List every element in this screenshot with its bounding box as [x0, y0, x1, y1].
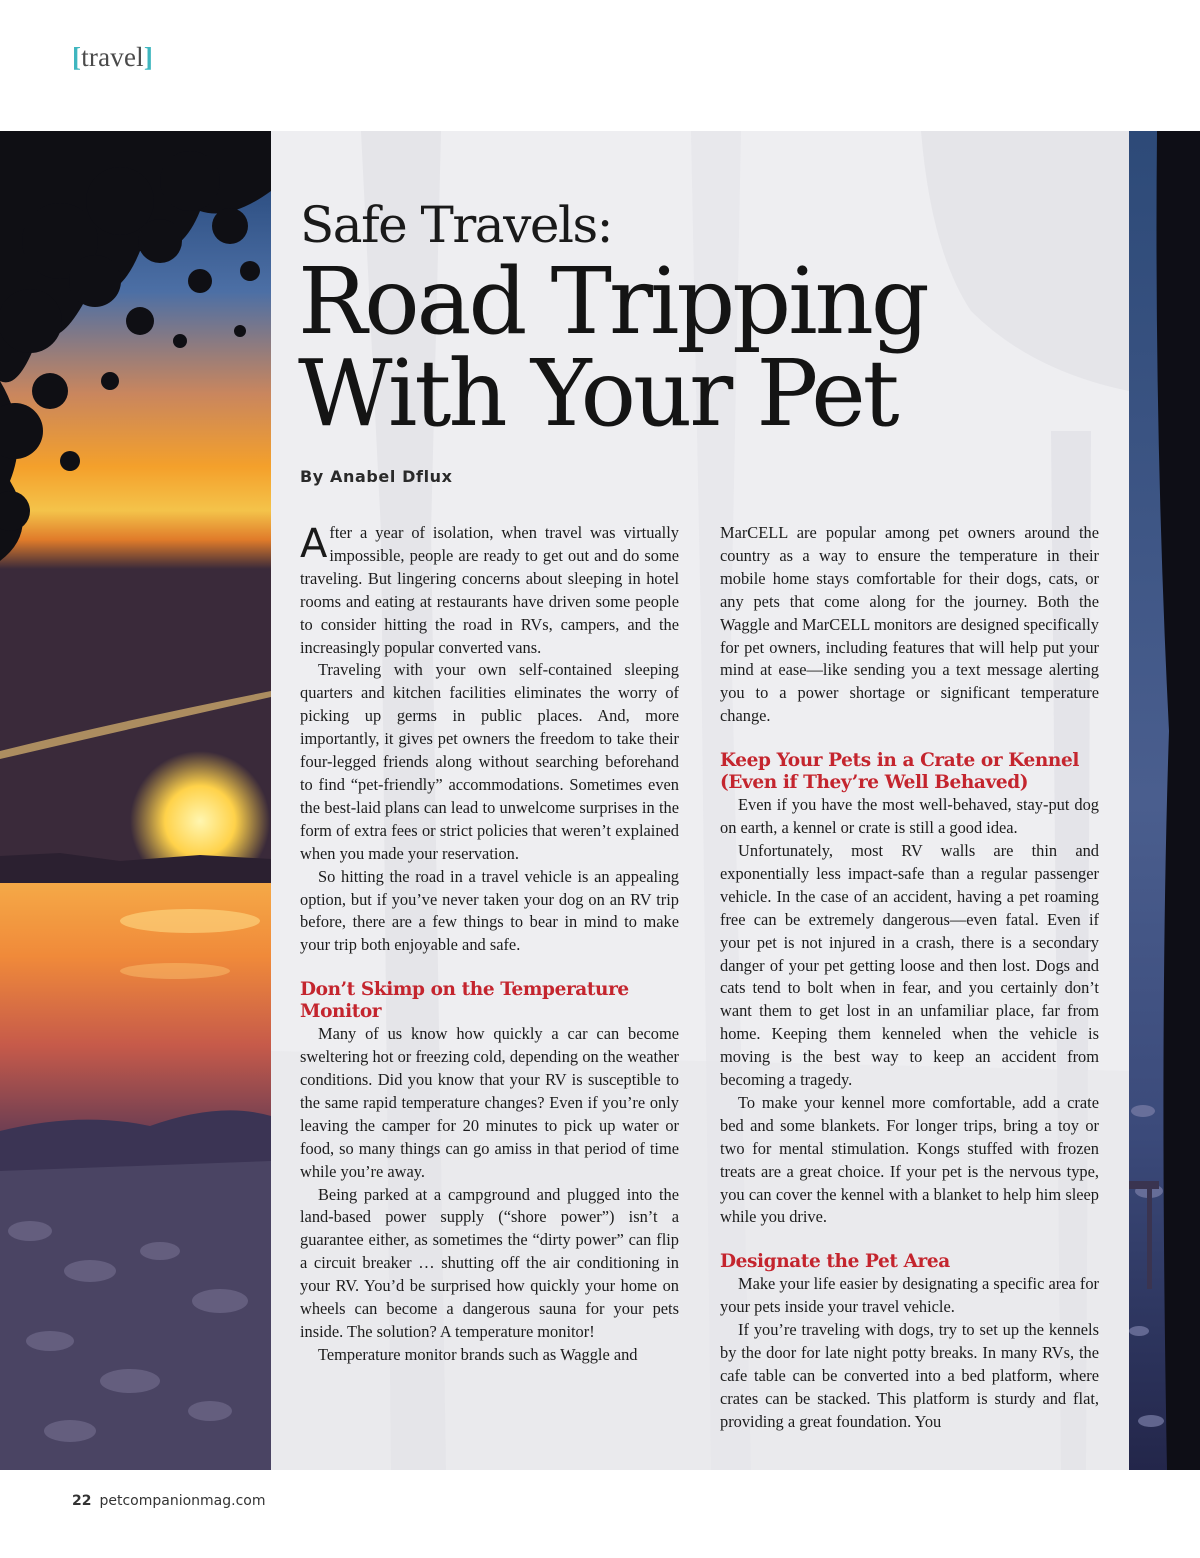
article-kicker: Safe Travels: — [300, 196, 612, 254]
headline-line-2: With Your Pet — [298, 340, 897, 447]
temperature-paragraph-3: Temperature monitor brands such as Waggle and — [318, 1344, 638, 1364]
section-name: travel — [81, 42, 144, 72]
heading-pet-area: Designate the Pet Area — [720, 1251, 950, 1273]
crate-paragraph-3: To make your kennel more comfortable, add a crate bed and some blankets. For longer trips, bring a toy or two for mental stimulation. Kongs stuffed with frozen treats are a great choice. If your pet is the nervous type, you can cover the kennel with a blanket to help him sleep while you drive. — [720, 1092, 1099, 1227]
article-column-right — [720, 522, 1099, 1434]
headline-line-1: Road Tripping — [298, 248, 927, 355]
intro-paragraph-1-text: fter a year of isolation, when travel was virtually impossible, people are ready to get out and do some traveling. But lingering concerns about sleeping in hotel rooms and eating at restaurants have driven some people to consider hitting the road in RVs, campers, and the increasingly popular converted vans. — [300, 523, 679, 657]
sunset-lake-photo — [0, 131, 271, 1470]
article-column-left — [300, 522, 679, 1367]
heading-crate-kennel: Keep Your Pets in a Crate or Kennel (Even if They’re Well Behaved) — [720, 750, 1079, 794]
intro-paragraph-3: So hitting the road in a travel vehicle is an appealing option, but if you’ve never taken your dog on an RV trip before, there are a few things to bear in mind to make your trip both enjoyable and safe. — [300, 866, 679, 955]
area-paragraph-1: Make your life easier by designating a specific area for your pets inside your travel vehicle. — [720, 1274, 1099, 1317]
page-number: 22 — [72, 1493, 92, 1509]
intro-paragraph-2: Traveling with your own self-contained sleeping quarters and kitchen facilities eliminates the worry of picking up germs in public places. And, more importantly, it gives pet owners the freedom to take their four-legged friends along without searching beforehand to find “pet-friendly” accommodations. Sometimes even the best-laid plans can lead to unwelcome surprises in the form of extra fees or strict policies that weren’t explained when you made your reservation. — [300, 660, 679, 863]
crate-paragraph-1: Even if you have the most well-behaved, stay-put dog on earth, a kennel or crate is still a good idea. — [720, 795, 1099, 838]
temperature-paragraph-1: Many of us know how quickly a car can become sweltering hot or freezing cold, depending on the weather conditions. Did you know that your RV is susceptible to the same rapid temperature changes? Even if you’re only leaving the camper for 20 minutes to pick up water or food, so many things can go amiss in that period of time while you’re away. — [300, 1024, 679, 1181]
site-url: petcompanionmag.com — [99, 1493, 266, 1509]
article-headline — [298, 248, 1118, 447]
crate-paragraph-2: Unfortunately, most RV walls are thin and exponentially less impact-safe than a regular passenger vehicle. In the case of an accident, having a pet roaming free can be extremely dangerous—even fatal. Even if your pet is not injured in a crash, there is a secondary danger of your pet getting loose and then lost. Dogs and cats tend to bolt when in fear, and you certainly don’t want them to get lost in an unfamiliar place, far from home. Keeping them kenneled when the vehicle is moving is the best way to keep an accident from becoming a tragedy. — [720, 840, 1099, 1090]
heading-temperature-monitor: Don’t Skimp on the Temperature Monitor — [300, 979, 629, 1023]
section-bracket-open: [ — [72, 42, 82, 72]
byline: By Anabel Dflux — [300, 467, 453, 486]
tree-trunk-photo — [1129, 131, 1200, 1470]
intro-paragraph-1 — [300, 522, 679, 659]
page-footer — [72, 1493, 266, 1509]
area-paragraph-2: If you’re traveling with dogs, try to set up the kennels by the door for late night potty breaks. In many RVs, the cafe table can be converted into a bed platform, where crates can be stacked. This platform is sturdy and flat, providing a great foundation. You — [720, 1320, 1099, 1431]
drop-cap: A — [300, 521, 328, 567]
section-tag — [72, 42, 153, 73]
temperature-paragraph-2: Being parked at a campground and plugged into the land-based power supply (“shore power”) isn’t a guarantee either, as sometimes the “dirty power” can flip a circuit breaker … shutting off the air conditioning in your RV. You’d be surprised how quickly your home on wheels can become a dangerous sauna for your pets inside. The solution? A temperature monitor! — [300, 1184, 679, 1341]
temperature-paragraph-3-continued: MarCELL are popular among pet owners around the country as a way to ensure the temperature in their mobile home stays comfortable for their dogs, cats, or any pets that come along for the journey. Both the Waggle and MarCELL monitors are designed specifically for pet owners, including features that will help put your mind at ease—like sending you a text message alerting you to a power shortage or significant temperature change. — [720, 523, 1099, 726]
section-bracket-close: ] — [143, 42, 154, 72]
